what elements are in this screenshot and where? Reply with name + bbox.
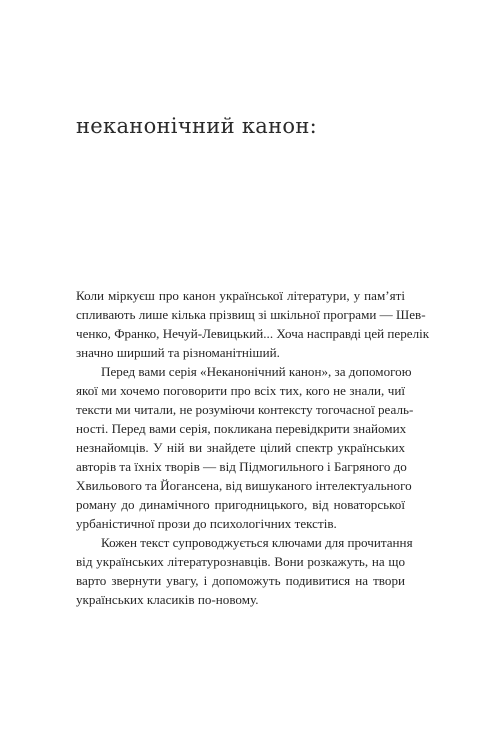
paragraph-1 xyxy=(76,286,430,362)
text-line: від українських літературознавців. Вони розкажуть, на що xyxy=(76,554,405,569)
paragraph-3 xyxy=(76,533,413,609)
text-line: урбаністичної прози до психологічних текстів. xyxy=(76,516,337,531)
text-line: авторів та їхніх творів — від Підмогильного і Багряного до xyxy=(76,459,407,474)
text-line: значно ширший та різноманітніший. xyxy=(76,345,280,360)
text-line: варто звернути увагу, і допоможуть подивитися на твори xyxy=(76,573,405,588)
paragraph-2 xyxy=(76,362,414,533)
text-line: спливають лише кілька прізвищ зі шкільної програми — Шев- xyxy=(76,307,426,322)
page-heading: неканонічний канон: xyxy=(76,114,318,138)
text-line: тексти ми читали, не розуміючи контексту тогочасної реаль- xyxy=(76,402,414,417)
body-text xyxy=(76,286,430,609)
text-line: Хвильового та Йогансена, від вишуканого інтелектуального xyxy=(76,478,412,493)
text-line: роману до динамічного пригодницького, від новаторської xyxy=(76,497,405,512)
text-line: Кожен текст супроводжується ключами для прочитання xyxy=(101,535,413,550)
text-line: Перед вами серія «Неканонічний канон», за допомогою xyxy=(101,364,412,379)
text-line: Коли міркуєш про канон української літератури, у пам’яті xyxy=(76,288,405,303)
text-line: ності. Перед вами серія, покликана перевідкрити знайомих xyxy=(76,421,407,436)
text-line: українських класиків по-новому. xyxy=(76,592,259,607)
text-line: ченко, Франко, Нечуй-Левицький... Хоча насправді цей перелік xyxy=(76,326,430,341)
text-line: якої ми хочемо поговорити про всіх тих, кого не знали, чиї xyxy=(76,383,405,398)
text-line: незнайомців. У ній ви знайдете цілий спектр українських xyxy=(76,440,405,455)
